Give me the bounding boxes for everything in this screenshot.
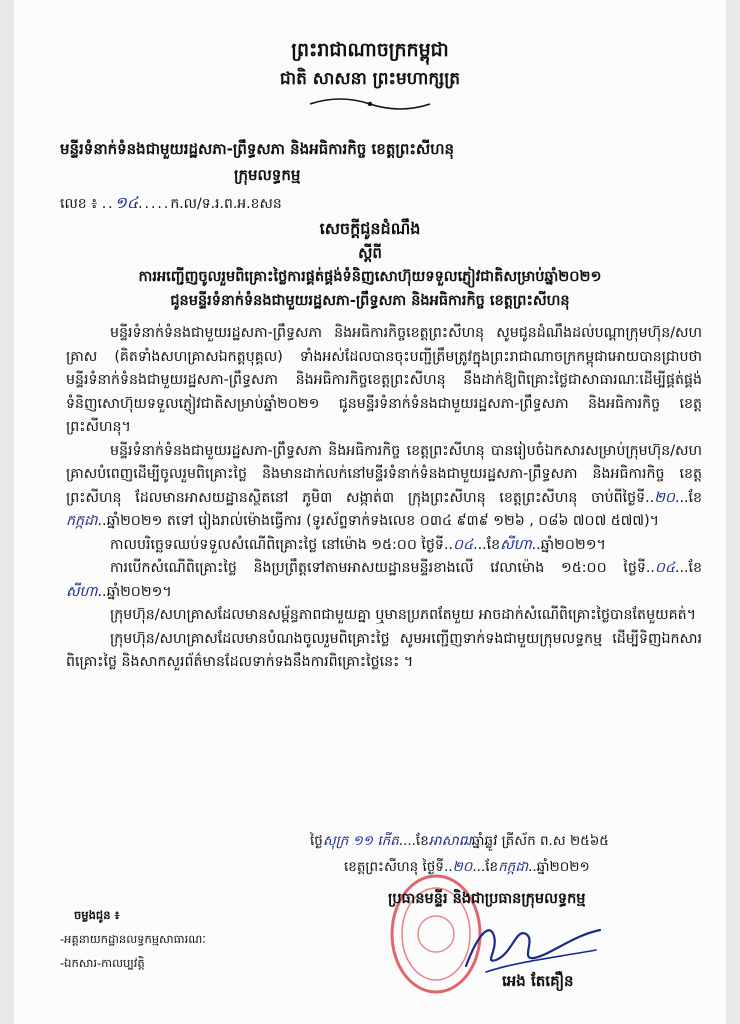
- handwritten-opening-day: ០៤: [654, 560, 675, 576]
- handwritten-lunar-day: សុក្រ ១១ កើត: [322, 833, 399, 849]
- handwritten-ref-number: ១៤: [114, 193, 139, 212]
- handwritten-deadline-month: សីហា: [500, 536, 532, 553]
- lunar-date: ថ្ងៃសុក្រ ១១ កើត....ខែអាសាឍឆ្នាំឆ្លូវ ត្រីស័ក ព.ស ២៥៦៥: [310, 833, 609, 849]
- notice-title: សេចក្តីជូនដំណឹង: [319, 219, 421, 238]
- handwritten-start-month: កក្កដា: [66, 513, 98, 529]
- recipient-item: -អគ្គនាយកដ្ឋានលទ្ធកម្មសាធារណៈ: [60, 932, 206, 946]
- notice-subject: ការអញ្ជើញចូលរួមពិគ្រោះថ្លៃការផ្គត់ផ្គង់ទំនិញសោហ៊ុយទទួលភ្ញៀវជាតិសម្រាប់ឆ្នាំ២០២១: [138, 269, 602, 285]
- procurement-unit: ក្រុមលទ្ធកម្ម: [234, 166, 301, 184]
- handwritten-lunar-month: អាសាឍ: [428, 833, 472, 849]
- paragraph-intro: មន្ទីរទំនាក់ទំនងជាមួយរដ្ឋសភា-ព្រឹទ្ធសភា និងអធិការកិច្ចខេត្តព្រះសីហនុ សូមជូនដំណឹងដល់បណ្តាក្រុមហ៊ុន/សហគ្រាស (គិតទាំងសហគ្រាសឯកត្តបុគ្គល) ទាំងអស់ដែលបានចុះបញ្ជីត្រឹមត្រូវក្នុងព្រះរាជាណាចក្រកម្ពុជាអោយបានជ្រាបថា មន្ទីរទំនាក់ទំនងជាមួយរដ្ឋសភា-ព្រឹទ្ធសភា និងអធិការកិច្ចខេត្តព្រះសីហនុ នឹងដាក់ឱ្យពិគ្រោះថ្លៃជាសាធារណៈដើម្បីផ្គត់ផ្គង់ទំនិញសោហ៊ុយទទួលភ្ញៀវជាតិសម្រាប់ឆ្នាំ២០២១ ជូនមន្ទីរទំនាក់ទំនងជាមួយរដ្ឋសភា-ព្រឹទ្ធសភា និងអធិការកិច្ច ខេត្តព្រះសីហនុ។: [66, 325, 702, 435]
- reference-number: លេខ ៖ ..១៤.....ក.ល/ទ.រ.ព.អ.ខសន: [60, 193, 282, 212]
- paragraph-opening: ការបើកសំណើពិគ្រោះថ្លៃ និងប្រព្រឹត្តទៅតាមអាសយដ្ឋានមន្ទីរខាងលើ វេលាម៉ោង ១៥:០០ ថ្ងៃទី..០៤...ខែសីហា..ឆ្នាំ២០២១។: [66, 560, 702, 600]
- signatory-name: អេង តែគឿន: [502, 972, 574, 990]
- notice-subject-label: ស្តីពី: [358, 244, 382, 262]
- kingdom-title: ព្រះរាជាណាចក្រកម្ពុជា: [291, 39, 449, 61]
- handwritten-solar-day: ២០: [452, 859, 473, 875]
- notice-addressee: ជូនមន្ទីរទំនាក់ទំនងជាមួយរដ្ឋសភា-ព្រឹទ្ធសភា និងអធិការកិច្ច ខេត្តព្រះសីហនុ: [170, 293, 570, 309]
- handwritten-signature: [456, 914, 606, 978]
- paragraph-affiliation: ក្រុមហ៊ុន/សហគ្រាសដែលមានសម្ព័ន្ធភាពជាមួយគ្នា ឬមានប្រភពតែមួយ អាចដាក់សំណើពិគ្រោះថ្លៃបានតែមួយគត់។: [110, 607, 696, 623]
- recipient-item: -ឯកសារ-កាលប្បវត្តិ: [60, 956, 145, 970]
- paragraph-contact: ក្រុមហ៊ុន/សហគ្រាសដែលមានបំណងចូលរួមពិគ្រោះថ្លៃ សូមអញ្ជើញទាក់ទងជាមួយក្រុមលទ្ធកម្ម ដើម្បីទិញឯកសារពិគ្រោះថ្លៃ និងសាកសួរព័ត៌មានដែលទាក់ទងនឹងការពិគ្រោះថ្លៃនេះ ។: [66, 630, 702, 670]
- handwritten-solar-month: កក្កដា: [498, 859, 529, 875]
- department-name: មន្ទីរទំនាក់ទំនងជាមួយរដ្ឋសភា-ព្រឹទ្ធសភា និងអធិការកិច្ច ខេត្តព្រះសីហនុ: [60, 140, 455, 158]
- motto-ornament: [304, 96, 436, 112]
- body-text: [66, 322, 702, 675]
- handwritten-deadline-day: ០៤: [452, 536, 474, 553]
- solar-date: ខេត្តព្រះសីហនុ ថ្ងៃទី..២០...ខែកក្កដា..ឆ្នាំ២០២១: [344, 859, 590, 875]
- letter-page: [14, 0, 726, 1024]
- copy-to-header: ចម្លងជូន ៖: [74, 908, 120, 922]
- handwritten-opening-month: សីហា: [66, 583, 98, 600]
- paragraph-documents: មន្ទីរទំនាក់ទំនងជាមួយរដ្ឋសភា-ព្រឹទ្ធសភា និងអធិការកិច្ច ខេត្តព្រះសីហនុ បានរៀបចំឯកសារសម្រាប់ក្រុមហ៊ុន/សហគ្រាសបំពេញដើម្បីចូលរួមពិគ្រោះថ្លៃ និងមានដាក់លក់នៅមន្ទីរទំនាក់ទំនងជាមួយរដ្ឋសភា-ព្រឹទ្ធសភា និងអធិការកិច្ច ខេត្តព្រះសីហនុ ដែលមានអាសយដ្ឋានស្ថិតនៅ ភូមិ៣ សង្កាត់៣ ក្រុងព្រះសីហនុ ខេត្តព្រះសីហនុ ចាប់ពីថ្ងៃទី..២០...ខែកក្កដា..ឆ្នាំ២០២១ តទៅ រៀងរាល់ម៉ោងធ្វើការ (ទូរស័ព្ទទាក់ទងលេខ ០៣៤ ៩៣៩ ១២៦ , ០៨៦ ៧០៧ ៥៧៧)។: [66, 442, 702, 529]
- national-motto: ជាតិ សាសនា ព្រះមហាក្សត្រ: [279, 69, 461, 89]
- handwritten-start-day: ២០: [654, 489, 675, 506]
- signatory-title: ប្រធានមន្ទីរ និងជាប្រធានក្រុមលទ្ធកម្ម: [388, 891, 586, 907]
- paragraph-deadline: កាលបរិច្ឆេទឈប់ទទួលសំណើពិគ្រោះថ្លៃ នៅម៉ោង ១៥:០០ ថ្ងៃទី..០៤...ខែសីហា..ឆ្នាំ២០២១។: [110, 536, 606, 553]
